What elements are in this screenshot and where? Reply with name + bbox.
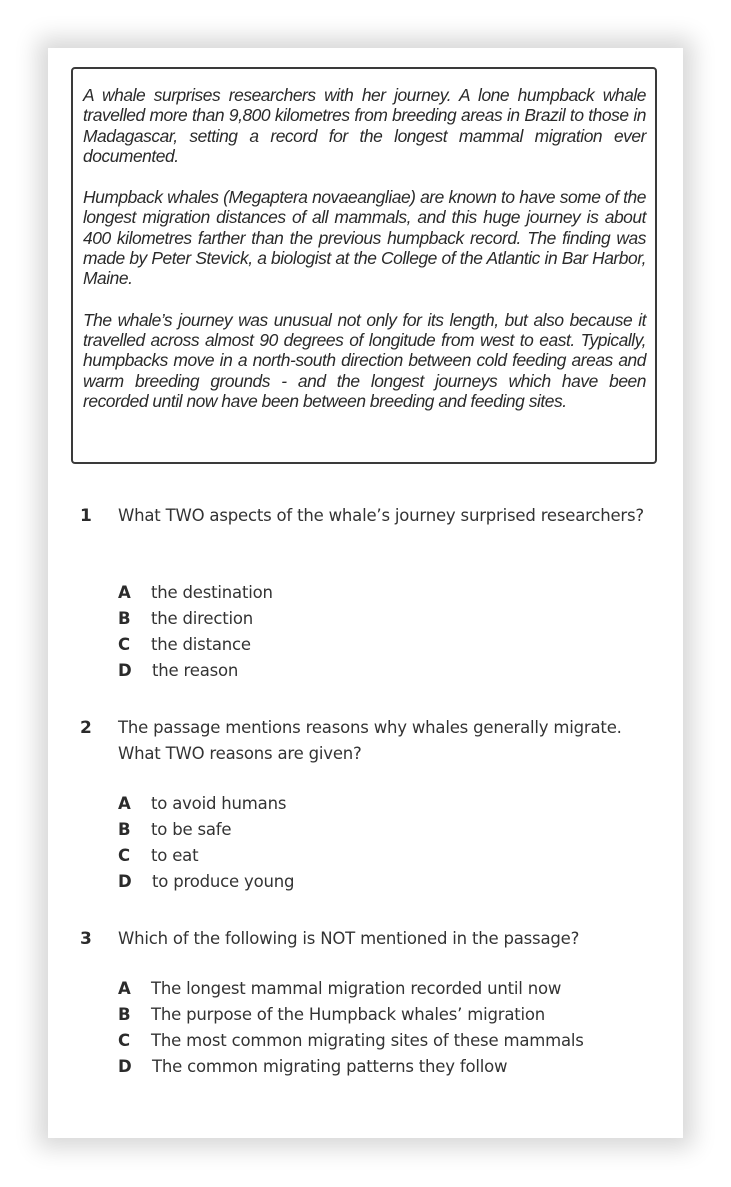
option-text: the distance	[151, 635, 251, 654]
passage-paragraph-1: A whale surprises researchers with her journey. A lone humpback whale travelled more than 9,800 kilometres from breeding areas in Brazil to those in Madagascar, setting a record for the longest mammal migration ever documented.	[83, 85, 646, 166]
option-text: the reason	[152, 661, 239, 680]
option-letter: D	[118, 1057, 132, 1076]
option-d[interactable]	[118, 658, 273, 684]
option-text: to be safe	[151, 820, 232, 839]
question-number: 1	[80, 506, 92, 526]
option-letter: D	[118, 872, 132, 891]
option-text: to produce young	[152, 872, 295, 891]
option-c[interactable]	[118, 843, 294, 869]
option-letter: C	[118, 846, 130, 865]
option-text: The common migrating patterns they follow	[152, 1057, 508, 1076]
option-b[interactable]	[118, 817, 294, 843]
option-letter: A	[118, 979, 131, 998]
question-text: What TWO aspects of the whale’s journey surprised researchers?	[118, 506, 644, 525]
option-letter: A	[118, 794, 131, 813]
question-text: The passage mentions reasons why whales generally migrate. What TWO reasons are given?	[118, 718, 622, 763]
option-letter: C	[118, 1031, 130, 1050]
answer-options	[118, 976, 584, 1080]
answer-options	[118, 580, 273, 684]
option-d[interactable]	[118, 869, 294, 895]
option-a[interactable]	[118, 580, 273, 606]
option-text: to avoid humans	[151, 794, 287, 813]
option-a[interactable]	[118, 791, 294, 817]
option-b[interactable]	[118, 606, 273, 632]
option-a[interactable]	[118, 976, 584, 1002]
option-c[interactable]	[118, 632, 273, 658]
option-text: The most common migrating sites of these mammals	[151, 1031, 584, 1050]
option-text: to eat	[151, 846, 199, 865]
passage-paragraph-3: The whale’s journey was unusual not only for its length, but also because it travelled across almost 90 degrees of longitude from west to east. Typically, humpbacks move in a north-south direction between cold feeding areas and warm breeding grounds - and the longest journeys which have been recorded until now have been between breeding and feeding sites.	[83, 309, 646, 411]
option-d[interactable]	[118, 1054, 584, 1080]
option-letter: C	[118, 635, 130, 654]
question-number: 3	[80, 929, 92, 949]
option-letter: B	[118, 1005, 131, 1024]
question-text: Which of the following is NOT mentioned in the passage?	[118, 929, 580, 948]
option-letter: B	[118, 820, 131, 839]
option-text: The purpose of the Humpback whales’ migration	[151, 1005, 546, 1024]
passage-paragraph-2: Humpback whales (Megaptera novaeangliae) are known to have some of the longest migration distances of all mammals, and this huge journey is about 400 kilometres farther than the previous humpback record. The finding was made by Peter Stevick, a biologist at the College of the Atlantic in Bar Harbor, Maine.	[83, 187, 646, 289]
option-letter: D	[118, 661, 132, 680]
option-text: the destination	[151, 583, 273, 602]
option-letter: B	[118, 609, 131, 628]
reading-passage-box	[71, 67, 657, 464]
answer-options	[118, 791, 294, 895]
option-letter: A	[118, 583, 131, 602]
option-text: the direction	[151, 609, 254, 628]
option-text: The longest mammal migration recorded until now	[151, 979, 562, 998]
question-number: 2	[80, 718, 92, 738]
option-b[interactable]	[118, 1002, 584, 1028]
option-c[interactable]	[118, 1028, 584, 1054]
